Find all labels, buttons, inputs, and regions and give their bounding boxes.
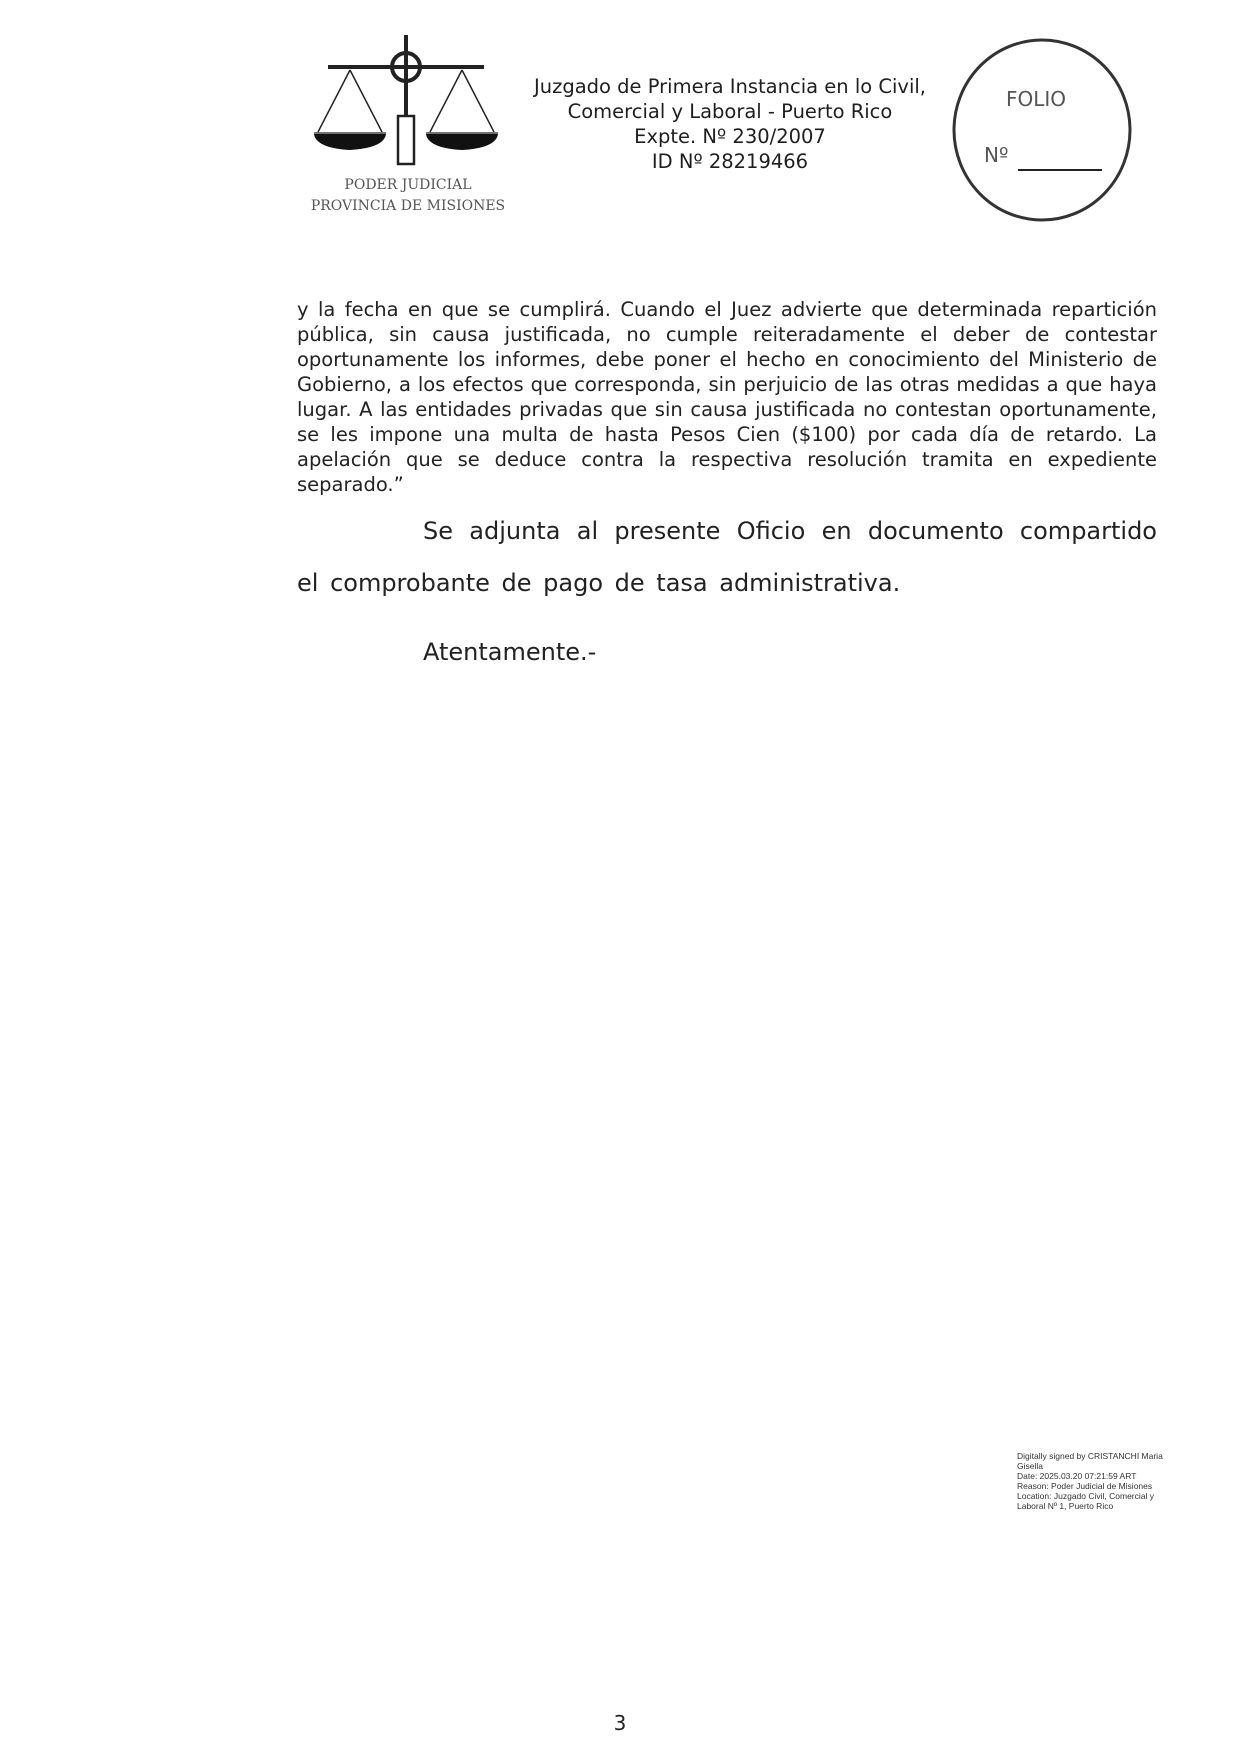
court-header <box>520 74 940 174</box>
signature-line-4: Reason: Poder Judicial de Misiones <box>1017 1481 1153 1491</box>
closing-salutation: Atentamente.- <box>423 638 597 666</box>
court-name-line-2: Comercial y Laboral - Puerto Rico <box>567 100 893 123</box>
body-paragraph: y la fecha en que se cumplirá. Cuando el Juez advierte que determinada repartición pública, sin causa justificada, no cumple reiteradamente el deber de contestar oportunamente los informes, debe poner el hecho en conocimiento del Ministerio de Gobierno, a los efectos que corresponda, sin perjuicio de las otras medidas a que haya lugar. A las entidades privadas que sin causa justificada no contestan oportunamente, se les impone una multa de hasta Pesos Cien ($100) por cada día de retardo. La apelación que se deduce contra la respectiva resolución tramita en expediente separado.” <box>297 298 1157 496</box>
signature-line-2: Gisella <box>1017 1461 1043 1471</box>
expediente-number: Expte. Nº 230/2007 <box>634 125 826 148</box>
signature-line-3: Date: 2025.03.20 07:21:59 ART <box>1017 1471 1137 1481</box>
attachment-paragraph: Se adjunta al presente Oficio en documento compartido el comprobante de pago de tasa administrativa. <box>297 517 1157 597</box>
logo-line-2: PROVINCIA DE MISIONES <box>310 198 506 214</box>
right-pan-icon <box>426 134 498 150</box>
page-number: 3 <box>613 1711 627 1735</box>
document-id: ID Nº 28219466 <box>651 150 809 173</box>
signature-line-6: Laboral Nº 1, Puerto Rico <box>1017 1501 1114 1511</box>
poder-judicial-logo <box>306 30 516 220</box>
folio-stamp <box>950 36 1134 224</box>
signature-line-1: Digitally signed by CRISTANCHI Maria <box>1017 1451 1163 1461</box>
logo-line-1: PODER JUDICIAL <box>344 177 472 193</box>
left-pan-icon <box>314 134 386 150</box>
folio-label: FOLIO <box>1006 87 1067 111</box>
folio-number-label: Nº <box>984 143 1009 167</box>
court-name-line-1: Juzgado de Primera Instancia en lo Civil, <box>534 75 926 98</box>
digital-signature-block <box>1017 1451 1167 1511</box>
signature-line-5: Location: Juzgado Civil, Comercial y <box>1017 1491 1155 1501</box>
